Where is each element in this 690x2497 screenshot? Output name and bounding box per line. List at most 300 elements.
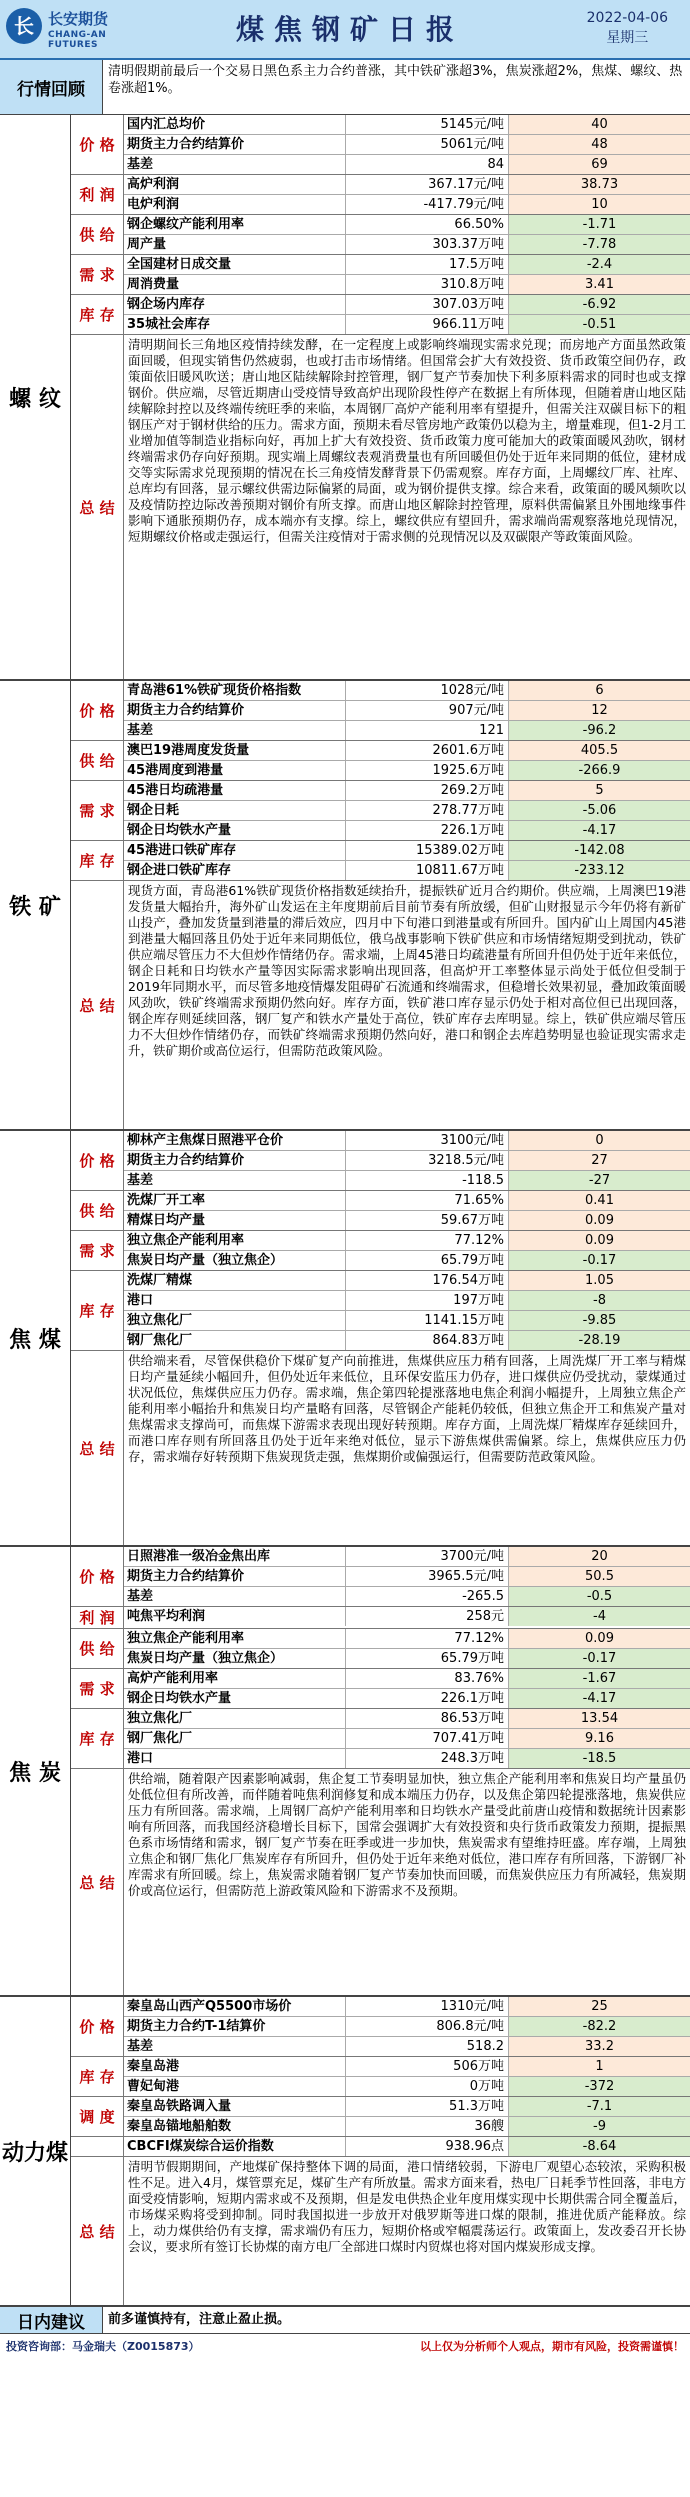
summary-label: 总 结 <box>71 881 124 1129</box>
indicator-value: 5145元/吨 <box>346 115 509 134</box>
indicator-value: 3218.5元/吨 <box>346 1151 509 1170</box>
indicator-rows <box>124 2137 690 2156</box>
market-review <box>0 60 690 115</box>
table-row <box>124 2057 690 2077</box>
summary-label: 总 结 <box>71 335 124 679</box>
indicator-name: 秦皇岛山西产Q5500市场价 <box>124 1997 346 2016</box>
indicator-value: 83.76% <box>346 1669 509 1688</box>
indicator-value: 121 <box>346 721 509 740</box>
indicator-change: 40 <box>509 115 690 134</box>
indicator-change: -7.1 <box>509 2097 690 2116</box>
indicator-name: 期货主力合约结算价 <box>124 1151 346 1170</box>
table-row <box>124 1629 690 1649</box>
logo-icon: 长 <box>6 8 42 44</box>
group-category: 利 润 <box>71 1607 124 1628</box>
indicator-group <box>71 1607 690 1629</box>
indicator-change: 1 <box>509 2057 690 2076</box>
table-row <box>124 235 690 254</box>
group-category: 价 格 <box>71 1131 124 1190</box>
group-category: 需 求 <box>71 255 124 294</box>
table-row <box>124 861 690 880</box>
indicator-name: 高炉利润 <box>124 175 346 194</box>
indicator-value: 258元 <box>346 1607 509 1626</box>
section-name: 动力煤 <box>0 1997 71 2305</box>
indicator-rows <box>124 215 690 254</box>
group-category: 库 存 <box>71 1709 124 1768</box>
group-category: 库 存 <box>71 1271 124 1350</box>
indicator-change: 38.73 <box>509 175 690 194</box>
table-row <box>124 195 690 214</box>
indicator-name: 钢厂焦化厂 <box>124 1331 346 1350</box>
indicator-group <box>71 1131 690 1191</box>
table-row <box>124 1729 690 1749</box>
table-row <box>124 1151 690 1171</box>
indicator-name: 期货主力合约结算价 <box>124 701 346 720</box>
indicator-name: 电炉利润 <box>124 195 346 214</box>
company-logo <box>6 6 156 50</box>
table-row <box>124 2097 690 2117</box>
indicator-name: 独立焦企产能利用率 <box>124 1629 346 1648</box>
indicator-rows <box>124 1547 690 1606</box>
section-4 <box>0 1997 690 2307</box>
indicator-value: 707.41万吨 <box>346 1729 509 1748</box>
report-header <box>0 0 690 60</box>
table-row <box>124 1689 690 1708</box>
indicator-rows <box>124 1131 690 1190</box>
indicator-change: 3.41 <box>509 275 690 294</box>
indicator-value: 17.5万吨 <box>346 255 509 274</box>
indicator-value: 77.12% <box>346 1231 509 1250</box>
indicator-name: CBCFI煤炭综合运价指数 <box>124 2137 346 2156</box>
indicator-name: 周产量 <box>124 235 346 254</box>
indicator-group <box>71 1231 690 1271</box>
group-category: 库 存 <box>71 841 124 880</box>
indicator-change: 27 <box>509 1151 690 1170</box>
table-row <box>124 1997 690 2017</box>
section-0 <box>0 115 690 681</box>
indicator-name: 基差 <box>124 1587 346 1606</box>
indicator-rows <box>124 1191 690 1230</box>
table-row <box>124 2017 690 2037</box>
indicator-value: -265.5 <box>346 1587 509 1606</box>
indicator-value: -417.79元/吨 <box>346 195 509 214</box>
section-summary <box>71 335 690 679</box>
indicator-value: 5061元/吨 <box>346 135 509 154</box>
indicator-change: 50.5 <box>509 1567 690 1586</box>
indicator-name: 周消费量 <box>124 275 346 294</box>
indicator-value: 84 <box>346 155 509 174</box>
indicator-rows <box>124 1997 690 2056</box>
indicator-value: 864.83万吨 <box>346 1331 509 1350</box>
indicator-group <box>71 841 690 881</box>
indicator-change: 33.2 <box>509 2037 690 2056</box>
indicator-name: 高炉产能利用率 <box>124 1669 346 1688</box>
indicator-group <box>71 2057 690 2097</box>
indicator-group <box>71 2137 690 2157</box>
indicator-value: 10811.67万吨 <box>346 861 509 880</box>
indicator-value: 1310元/吨 <box>346 1997 509 2016</box>
indicator-name: 国内汇总均价 <box>124 115 346 134</box>
market-review-label: 行情回顾 <box>0 60 103 114</box>
table-row <box>124 1171 690 1190</box>
table-row <box>124 701 690 721</box>
indicator-value: 3100元/吨 <box>346 1131 509 1150</box>
indicator-value: 1141.15万吨 <box>346 1311 509 1330</box>
summary-text: 清明节假期期间，产地煤矿保持整体下调的局面，港口情绪较弱，下游电厂观望心态较浓，采购积极性不足。进入4月，煤管票充足，煤矿生产有所放量。需求方面来看，热电厂日耗季节性回落，非电方面受疫情影响，短期内需求或不及预期，但是发电供热企业年度用煤实现中长期供需合同全覆盖后，市场煤采购将受到抑制。同时我国拟进一步放开对俄罗斯等进口煤的限制，推进优质产能释放。综上，动力煤供给仍有支撑，需求端仍有压力，短期价格或窄幅震荡运行。政策面上，发改委召开长协会议，要求所有签订长协煤的南方电厂全部进口煤时内贸煤也将对国内煤炭形成支撑。 <box>124 2157 690 2305</box>
indicator-change: -4.17 <box>509 1689 690 1708</box>
section-body <box>71 115 690 679</box>
indicator-rows <box>124 2097 690 2136</box>
summary-text: 供给端，随着限产因素影响减弱，焦企复工节奏明显加快，独立焦企产能利用率和焦炭日均产量虽仍处低位但有所改善，而伴随着吨焦利润修复和成本端压力仍存，以及焦企第四轮提涨落地，焦炭供应压力有所回落。需求端，上周钢厂高炉产能利用率和日均铁水产量受此前唐山疫情和数据统计因素影响有所回落，而我国经济稳增长目标下，国常会强调扩大有效投资和央行货币政策发力预期，提振黑色系市场情绪和需求，钢厂复产节奏在旺季或进一步加快，焦炭需求有望维持旺盛。库存端，上周独立焦企和钢厂焦化厂焦炭库存有所回升，但仍处于近年来绝对低位，港口库存有所回落，下游钢厂补库需求有所回暖。综上，焦炭需求随着钢厂复产节奏加快而回暖，而焦炭供应压力有所减轻，焦炭期价或高位运行，但需防范上游政策风险和下游需求不及预期。 <box>124 1769 690 1995</box>
indicator-name: 焦炭日均产量（独立焦企） <box>124 1251 346 1270</box>
section-name: 螺 纹 <box>0 115 71 679</box>
table-row <box>124 801 690 821</box>
indicator-value: 1925.6万吨 <box>346 761 509 780</box>
indicator-rows <box>124 681 690 740</box>
indicator-name: 独立焦化厂 <box>124 1311 346 1330</box>
table-row <box>124 1271 690 1291</box>
table-row <box>124 1311 690 1331</box>
indicator-group <box>71 1709 690 1769</box>
indicator-rows <box>124 841 690 880</box>
indicator-name: 全国建材日成交量 <box>124 255 346 274</box>
indicator-change: 13.54 <box>509 1709 690 1728</box>
report-date <box>587 8 668 48</box>
indicator-name: 45港周度到港量 <box>124 761 346 780</box>
indicator-change: -0.51 <box>509 315 690 334</box>
indicator-change: -2.4 <box>509 255 690 274</box>
table-row <box>124 1211 690 1230</box>
indicator-rows <box>124 2057 690 2096</box>
summary-label: 总 结 <box>71 1351 124 1545</box>
indicator-value: 86.53万吨 <box>346 1709 509 1728</box>
report-title: 煤焦钢矿日报 <box>235 13 464 46</box>
summary-text: 清明期间长三角地区疫情持续发酵，在一定程度上或影响终端现实需求兑现；而房地产方面虽然政策面回暖，但现实销售仍然疲弱，也或打击市场情绪。但国常会扩大有效投资、货币政策空间仍存，政策面依旧暖风吹送；唐山地区陆续解除封控管理，钢厂复产节奏加快下利多原料需求的同时也或支撑钢价。供应端，尽管近期唐山受疫情导致高炉出现阶段性停产在数据上有所体现，但随着唐山地区陆续解除封控以及终端传统旺季的来临，本周钢厂高炉产能利用率有望提升，但需关注双碳目标下的粗钢压产对于钢材供给的压力。需求方面，预期未看尽管房地产政策仍以稳为主，增量难现，但1-2月工业增加值等制造业指标向好，再加上扩大有效投资、货币政策力度可能加大的政策面暖风劲吹，钢材终端需求仍存向好预期。现实端上周螺纹表观消费量也有所回暖但仍处于近年来同期的低位，建材成交等实际需求兑现预期的情况在长三角疫情发酵背景下仍需观察。库存方面，上周螺纹厂库、社库、总库均有回落，显示螺纹供需边际偏紧的局面，或为钢价提供支撑。综合来看，政策面的暖风频吹以及疫情防控边际改善预期对钢价有所支撑。而唐山地区解除封控管理，原料供需偏紧且外围地缘事件影响下通胀预期仍存，成本端亦有支撑。综上，螺纹供应有望回升，需求端尚需观察落地兑现情况，短期螺纹价格或走强运行，但需关注疫情对于需求侧的兑现情况以及双碳限产等政策面风险。 <box>124 335 690 679</box>
date-text: 2022-04-06 <box>586 10 668 26</box>
indicator-name: 洗煤厂开工率 <box>124 1191 346 1210</box>
indicator-name: 钢企进口铁矿库存 <box>124 861 346 880</box>
indicator-group <box>71 255 690 295</box>
table-row <box>124 1709 690 1729</box>
daily-suggestion-label: 日内建议 <box>0 2307 103 2333</box>
indicator-change: -1.71 <box>509 215 690 234</box>
indicator-value: 66.50% <box>346 215 509 234</box>
indicator-name: 钢企日均铁水产量 <box>124 821 346 840</box>
indicator-rows <box>124 255 690 294</box>
indicator-change: 10 <box>509 195 690 214</box>
indicator-change: 12 <box>509 701 690 720</box>
indicator-rows <box>124 741 690 780</box>
section-summary <box>71 1769 690 1995</box>
indicator-group <box>71 1271 690 1351</box>
indicator-value: 278.77万吨 <box>346 801 509 820</box>
indicator-change: 25 <box>509 1997 690 2016</box>
table-row <box>124 1191 690 1211</box>
indicator-change: 0.09 <box>509 1231 690 1250</box>
indicator-name: 钢企场内库存 <box>124 295 346 314</box>
indicator-change: -96.2 <box>509 721 690 740</box>
section-summary <box>71 1351 690 1545</box>
indicator-name: 期货主力合约结算价 <box>124 135 346 154</box>
table-row <box>124 135 690 155</box>
section-1 <box>0 681 690 1131</box>
indicator-name: 秦皇岛锚地船舶数 <box>124 2117 346 2136</box>
table-row <box>124 2117 690 2136</box>
indicator-change: -1.67 <box>509 1669 690 1688</box>
table-row <box>124 761 690 780</box>
indicator-value: 3965.5元/吨 <box>346 1567 509 1586</box>
table-row <box>124 821 690 840</box>
footer-analyst: 投资咨询部：马金瑞夫（Z0015873） <box>6 2340 200 2353</box>
table-row <box>124 1131 690 1151</box>
indicator-value: 303.37万吨 <box>346 235 509 254</box>
indicator-value: 1028元/吨 <box>346 681 509 700</box>
indicator-change: -8.64 <box>509 2137 690 2156</box>
indicator-change: -28.19 <box>509 1331 690 1350</box>
table-row <box>124 115 690 135</box>
indicator-rows <box>124 1629 690 1668</box>
indicator-name: 独立焦企产能利用率 <box>124 1231 346 1250</box>
table-row <box>124 315 690 334</box>
daily-suggestion <box>0 2307 690 2334</box>
indicator-name: 基差 <box>124 155 346 174</box>
section-body <box>71 681 690 1129</box>
group-category: 利 润 <box>71 175 124 214</box>
table-row <box>124 841 690 861</box>
indicator-rows <box>124 1669 690 1708</box>
indicator-name: 基差 <box>124 721 346 740</box>
group-category: 需 求 <box>71 1231 124 1270</box>
indicator-group <box>71 175 690 215</box>
indicator-value: 907元/吨 <box>346 701 509 720</box>
table-row <box>124 1649 690 1668</box>
indicator-name: 青岛港61%铁矿现货价格指数 <box>124 681 346 700</box>
indicator-name: 洗煤厂精煤 <box>124 1271 346 1290</box>
indicator-change: 0.09 <box>509 1211 690 1230</box>
indicator-change: -27 <box>509 1171 690 1190</box>
indicator-change: -18.5 <box>509 1749 690 1768</box>
indicator-change: -6.92 <box>509 295 690 314</box>
group-category: 库 存 <box>71 295 124 334</box>
indicator-name: 45港进口铁矿库存 <box>124 841 346 860</box>
table-row <box>124 1587 690 1606</box>
table-row <box>124 175 690 195</box>
indicator-change: -8 <box>509 1291 690 1310</box>
indicator-group <box>71 1629 690 1669</box>
group-category: 供 给 <box>71 1191 124 1230</box>
indicator-name: 独立焦化厂 <box>124 1709 346 1728</box>
section-3 <box>0 1547 690 1997</box>
group-category: 价 格 <box>71 1547 124 1606</box>
indicator-change: 0.09 <box>509 1629 690 1648</box>
indicator-rows <box>124 115 690 174</box>
table-row <box>124 2077 690 2096</box>
indicator-change: 0.41 <box>509 1191 690 1210</box>
group-category: 库 存 <box>71 2057 124 2096</box>
section-body <box>71 1131 690 1545</box>
section-body <box>71 1547 690 1995</box>
indicator-rows <box>124 295 690 334</box>
summary-text: 供给端来看，尽管保供稳价下煤矿复产向前推进，焦煤供应压力稍有回落，上周洗煤厂开工率与精煤日均产量延续小幅回升，但仍处近年来低位，且环保安监压力仍存，进口煤供应仍受扰动，蒙煤通过状况低位，焦煤供应压力仍存。需求端，焦企第四轮提涨落地电焦企利润小幅提升，上周独立焦企产能利用率小幅抬升和焦炭日均产量略有回落，尽管钢企产能耗仍较低，但独立焦企开工和焦炭产量对焦煤需求支撑尚可，而焦煤下游需求表现出现好转预期。库存方面，上周洗煤厂精煤库存延续回升，而港口库存则有所回落且仍处于近年来绝对低位，显示下游焦煤供需偏紧。综上，焦煤供应压力仍存，需求端存好转预期下焦炭现货走强，焦煤期价或偏强运行，但需要防范政策风险。 <box>124 1351 690 1545</box>
table-row <box>124 1567 690 1587</box>
indicator-value: 51.3万吨 <box>346 2097 509 2116</box>
indicator-rows <box>124 1231 690 1270</box>
indicator-value: 176.54万吨 <box>346 1271 509 1290</box>
weekday-text: 星期三 <box>606 30 649 46</box>
indicator-value: 938.96点 <box>346 2137 509 2156</box>
indicator-value: 518.2 <box>346 2037 509 2056</box>
table-row <box>124 295 690 315</box>
table-row <box>124 215 690 235</box>
indicator-change: -0.5 <box>509 1587 690 1606</box>
company-name-cn: 长安期货 <box>48 10 109 28</box>
group-category: 供 给 <box>71 215 124 254</box>
table-row <box>124 721 690 740</box>
indicator-name: 焦炭日均产量（独立焦企） <box>124 1649 346 1668</box>
indicator-name: 曹妃甸港 <box>124 2077 346 2096</box>
summary-label: 总 结 <box>71 1769 124 1995</box>
indicator-value: 59.67万吨 <box>346 1211 509 1230</box>
indicator-change: 1.05 <box>509 1271 690 1290</box>
indicator-name: 秦皇岛港 <box>124 2057 346 2076</box>
section-name: 焦 煤 <box>0 1131 71 1545</box>
indicator-value: 307.03万吨 <box>346 295 509 314</box>
group-category <box>71 2137 124 2156</box>
indicator-value: 65.79万吨 <box>346 1649 509 1668</box>
indicator-value: 367.17元/吨 <box>346 175 509 194</box>
indicator-value: 2601.6万吨 <box>346 741 509 760</box>
indicator-name: 钢企日耗 <box>124 801 346 820</box>
indicator-name: 钢厂焦化厂 <box>124 1729 346 1748</box>
indicator-group <box>71 215 690 255</box>
section-summary <box>71 2157 690 2305</box>
indicator-change: -266.9 <box>509 761 690 780</box>
indicator-group <box>71 115 690 175</box>
company-name-en: CHANG-AN FUTURES <box>48 30 107 50</box>
indicator-value: 15389.02万吨 <box>346 841 509 860</box>
indicator-value: 71.65% <box>346 1191 509 1210</box>
indicator-name: 日照港准一级冶金焦出库 <box>124 1547 346 1566</box>
indicator-change: 9.16 <box>509 1729 690 1748</box>
table-row <box>124 1331 690 1350</box>
table-row <box>124 1607 690 1626</box>
report-footer <box>0 2334 690 2358</box>
indicator-name: 港口 <box>124 1749 346 1768</box>
indicator-value: -118.5 <box>346 1171 509 1190</box>
indicator-group <box>71 1191 690 1231</box>
indicator-change: -9 <box>509 2117 690 2136</box>
indicator-name: 秦皇岛铁路调入量 <box>124 2097 346 2116</box>
indicator-value: 806.8元/吨 <box>346 2017 509 2036</box>
indicator-name: 港口 <box>124 1291 346 1310</box>
section-summary <box>71 881 690 1129</box>
indicator-value: 226.1万吨 <box>346 821 509 840</box>
indicator-name: 柳林产主焦煤日照港平仓价 <box>124 1131 346 1150</box>
indicator-value: 310.8万吨 <box>346 275 509 294</box>
indicator-value: 506万吨 <box>346 2057 509 2076</box>
indicator-change: -372 <box>509 2077 690 2096</box>
indicator-change: -7.78 <box>509 235 690 254</box>
table-row <box>124 681 690 701</box>
indicator-value: 77.12% <box>346 1629 509 1648</box>
indicator-name: 基差 <box>124 1171 346 1190</box>
table-row <box>124 155 690 174</box>
indicator-change: 405.5 <box>509 741 690 760</box>
indicator-group <box>71 781 690 841</box>
indicator-change: 0 <box>509 1131 690 1150</box>
indicator-value: 0万吨 <box>346 2077 509 2096</box>
section-2 <box>0 1131 690 1547</box>
section-name: 焦 炭 <box>0 1547 71 1995</box>
section-name: 铁 矿 <box>0 681 71 1129</box>
indicator-group <box>71 1547 690 1607</box>
table-row <box>124 781 690 801</box>
group-category: 价 格 <box>71 115 124 174</box>
indicator-name: 澳巴19港周度发货量 <box>124 741 346 760</box>
section-body <box>71 1997 690 2305</box>
indicator-change: -0.17 <box>509 1649 690 1668</box>
group-category: 需 求 <box>71 1669 124 1708</box>
indicator-change: -233.12 <box>509 861 690 880</box>
group-category: 需 求 <box>71 781 124 840</box>
indicator-value: 248.3万吨 <box>346 1749 509 1768</box>
indicator-group <box>71 1669 690 1709</box>
indicator-value: 226.1万吨 <box>346 1689 509 1708</box>
table-row <box>124 1749 690 1768</box>
indicator-change: -0.17 <box>509 1251 690 1270</box>
summary-text: 现货方面，青岛港61%铁矿现货价格指数延续抬升，提振铁矿近月合约期价。供应端，上周澳巴19港发货量大幅抬升，海外矿山发运在主年度期前后目前节奏有所放缓，但矿山财报显示今年仍将有新矿山投产，叠加发货量到港量的滞后效应，四月中下旬港口到港量或有所回升。国内矿山上周国内45港到港量大幅回落且仍处于近年来同期低位，俄乌战事影响下铁矿供应和市场情绪短期受到扰动，铁矿供应端尽管压力不大但炒作情绪仍存。需求端，上周45港日均疏港量有所回升但仍处于近年来低位，钢企日耗和日均铁水产量等因实际需求影响出现回落，但高炉开工率整体显示尚处于低位但受制于2019年同期水平，而尽管多地疫情爆发阻碍矿石流通和终端需求，但稳增长效果初显，叠加政策面暖风劲吹，铁矿终端需求预期仍然向好。库存方面，铁矿港口库存显示仍处于相对高位但已出现回落，钢企库存则延续回落，钢厂复产和铁水产量处于高位，铁矿库存去库明显。综上，铁矿供应端尽管压力不大但炒作情绪仍存，而铁矿终端需求预期仍然向好，港口和钢企去库趋势明显也验证现实需求走升，铁矿期价或高位运行，但需防范政策风险。 <box>124 881 690 1129</box>
indicator-change: 6 <box>509 681 690 700</box>
table-row <box>124 275 690 294</box>
indicator-name: 期货主力合约结算价 <box>124 1567 346 1586</box>
indicator-group <box>71 295 690 335</box>
group-category: 调 度 <box>71 2097 124 2136</box>
indicator-value: 269.2万吨 <box>346 781 509 800</box>
group-category: 供 给 <box>71 741 124 780</box>
market-review-text: 清明假期前最后一个交易日黑色系主力合约普涨，其中铁矿涨超3%，焦炭涨超2%，焦煤、螺纹、热卷涨超1%。 <box>108 64 683 96</box>
indicator-rows <box>124 1709 690 1768</box>
table-row <box>124 1291 690 1311</box>
table-row <box>124 2037 690 2056</box>
indicator-group <box>71 2097 690 2137</box>
indicator-change: -4 <box>509 1607 690 1626</box>
indicator-rows <box>124 1271 690 1350</box>
indicator-name: 吨焦平均利润 <box>124 1607 346 1626</box>
indicator-value: 65.79万吨 <box>346 1251 509 1270</box>
indicator-change: -9.85 <box>509 1311 690 1330</box>
table-row <box>124 1251 690 1270</box>
indicator-group <box>71 741 690 781</box>
indicator-change: -5.06 <box>509 801 690 820</box>
indicator-change: -142.08 <box>509 841 690 860</box>
table-row <box>124 1547 690 1567</box>
group-category: 供 给 <box>71 1629 124 1668</box>
indicator-value: 36艘 <box>346 2117 509 2136</box>
indicator-rows <box>124 1607 690 1628</box>
indicator-name: 钢企螺纹产能利用率 <box>124 215 346 234</box>
daily-suggestion-text: 前多谨慎持有，注意止盈止损。 <box>108 2312 291 2327</box>
table-row <box>124 2137 690 2156</box>
table-row <box>124 1669 690 1689</box>
indicator-value: 3700元/吨 <box>346 1547 509 1566</box>
indicator-value: 966.11万吨 <box>346 315 509 334</box>
group-category: 价 格 <box>71 1997 124 2056</box>
table-row <box>124 255 690 275</box>
indicator-name: 基差 <box>124 2037 346 2056</box>
indicator-rows <box>124 175 690 214</box>
indicator-group <box>71 681 690 741</box>
indicator-rows <box>124 781 690 840</box>
